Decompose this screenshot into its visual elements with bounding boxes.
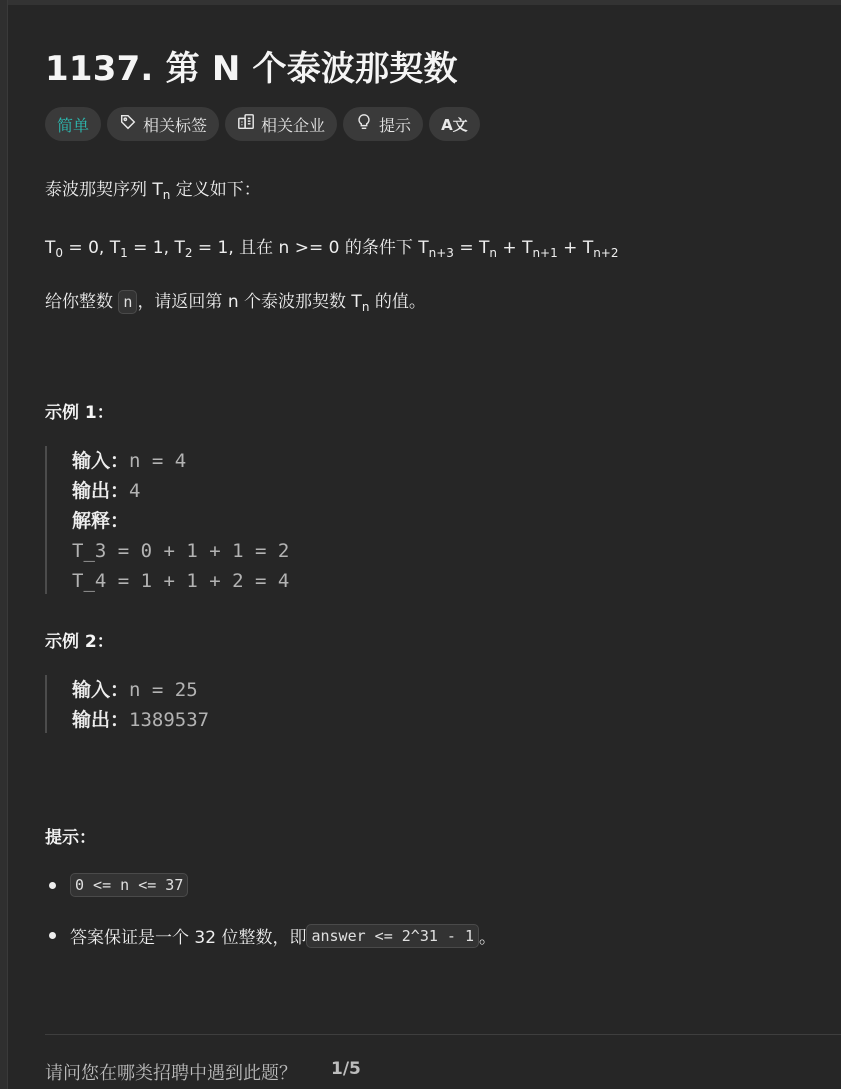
hint-button[interactable] <box>343 107 423 141</box>
constraint-text: 答案保证是一个 32 位整数，即 <box>70 928 307 948</box>
constraint-item <box>45 923 496 948</box>
related-tags-label: 相关标签 <box>143 115 208 135</box>
desc-text: T <box>479 238 490 258</box>
desc-text: 泰波那契序列 T <box>45 180 163 200</box>
description-recurrence <box>45 233 619 260</box>
building-icon <box>237 113 255 135</box>
example-1-output <box>72 476 289 506</box>
translate-button[interactable] <box>429 107 480 141</box>
bullet-icon <box>49 882 56 889</box>
difficulty-badge[interactable] <box>45 107 101 141</box>
desc-text: = 1, <box>127 238 175 258</box>
desc-subscript: n+3 <box>428 246 454 260</box>
desc-text: T <box>109 238 121 258</box>
desc-text: T <box>522 238 533 258</box>
desc-text: + <box>557 238 583 258</box>
explain-line: T_4 = 1 + 1 + 2 = 4 <box>72 570 290 592</box>
related-tags-button[interactable] <box>107 107 219 141</box>
input-value: n = 4 <box>129 450 187 472</box>
desc-text: + <box>497 238 523 258</box>
problem-title: 1137. 第 N 个泰波那契数 <box>45 49 458 89</box>
example-1-explain <box>72 506 289 536</box>
output-label: 输出： <box>72 709 130 731</box>
constraint-text: 。 <box>479 928 497 948</box>
description-task <box>45 287 426 314</box>
survey-footer <box>45 1059 361 1085</box>
desc-text: T <box>418 238 429 258</box>
example-2-block <box>45 675 209 733</box>
example-1-input <box>72 446 289 476</box>
desc-text: 给你整数 <box>45 292 119 312</box>
output-label: 输出： <box>72 480 130 502</box>
desc-text: 的值。 <box>369 292 426 312</box>
left-panel-edge <box>0 0 8 1089</box>
constraint-item <box>45 873 188 897</box>
tag-icon <box>119 113 137 135</box>
section-divider <box>45 1034 841 1035</box>
explain-label: 解释： <box>72 510 130 532</box>
input-value: n = 25 <box>129 679 198 701</box>
desc-subscript: 1 <box>120 246 128 260</box>
desc-text: ，请返回第 n 个泰波那契数 T <box>137 292 362 312</box>
input-label: 输入： <box>72 450 130 472</box>
constraint-code: answer <= 2^31 - 1 <box>306 924 479 948</box>
desc-text: T <box>45 238 56 258</box>
desc-subscript: n+1 <box>532 246 558 260</box>
example-1-block <box>45 446 289 594</box>
related-companies-button[interactable] <box>225 107 337 141</box>
desc-text: 定义如下： <box>170 180 261 200</box>
constraint-code: 0 <= n <= 37 <box>70 873 188 897</box>
hint-label: 提示 <box>379 115 412 135</box>
example-1-heading: 示例 1： <box>45 403 114 423</box>
description-line-1 <box>45 175 261 202</box>
problem-description-panel <box>8 5 841 1089</box>
desc-subscript: n <box>489 246 497 260</box>
example-2-output <box>72 705 209 735</box>
related-companies-label: 相关企业 <box>261 115 326 135</box>
lightbulb-icon <box>355 113 373 135</box>
bullet-icon <box>49 932 56 939</box>
explain-line: T_3 = 0 + 1 + 1 = 2 <box>72 540 290 562</box>
desc-subscript: 0 <box>55 246 64 260</box>
inline-code-n: n <box>118 290 137 314</box>
desc-subscript: n <box>162 188 171 202</box>
survey-count: 1/5 <box>331 1059 361 1079</box>
input-label: 输入： <box>72 679 130 701</box>
example-2-input <box>72 675 209 705</box>
example-2-heading: 示例 2： <box>45 632 114 652</box>
desc-text: = <box>453 238 479 258</box>
desc-text: T <box>174 238 185 258</box>
output-value: 1389537 <box>129 709 210 731</box>
desc-text: = 1, 且在 n >= 0 的条件下 <box>192 238 419 258</box>
desc-text: = 0, <box>63 238 110 258</box>
tag-row <box>45 107 480 141</box>
difficulty-label: 简单 <box>57 115 90 135</box>
desc-subscript: n <box>361 300 370 314</box>
translate-icon: A文 <box>441 115 468 134</box>
output-value: 4 <box>129 480 141 502</box>
constraints-heading: 提示： <box>45 828 96 848</box>
survey-question: 请问您在哪类招聘中遇到此题？ <box>45 1063 297 1084</box>
desc-subscript: n+2 <box>593 246 619 260</box>
desc-subscript: 2 <box>184 246 193 260</box>
desc-text: T <box>582 238 594 258</box>
